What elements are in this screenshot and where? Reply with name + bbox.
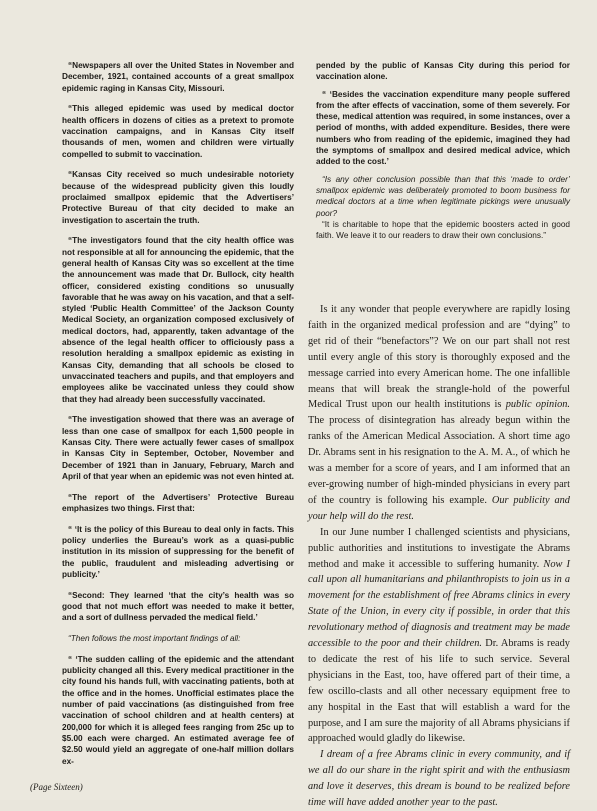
left-paragraph: “This alleged epidemic was used by medical doctor health officers in dozens of cities as a pretext to promote vaccination campaigns, and in Kansas City itself thousands of men, women and children were virtually compelled to submit to vaccination.: [62, 104, 294, 159]
body-emphasis: Now I call upon all humanitarians and philanthropists to join us in a movement for the establishment of free Abrams clinics in every State of the Union, in every city if possible, in order that this revolutionary method of diagnosis and treatment may be made accessible to the poor and their children.: [308, 558, 570, 650]
quote-paragraph: “ ‘Besides the vaccination expenditure many people suffered from the after effects of vaccination, some of them severely. For these, medical attention was required, in some instances, over a period of months, with added expenditure. Besides, there were numbers who from reading of the epidemic, imagined they had the symptoms of smallpox and desired medical advice, which added to the cost.’: [316, 89, 570, 167]
left-paragraph: “The investigators found that the city health office was not responsible at all for announcing the epidemic, that the general health of Kansas City was so excellent at the time the announcement was made that Dr. Bullock, city health officer, considered existing conditions so unusually favorable that he was away on his vacation, and that a self-styled ‘Public Health Committee’ of the Jackson County Medical Society, an organization composed exclusively of medical doctors, had, apparently, taken advantage of the absence of the legal health officer to officiously pass a resolution heralding a smallpox epidemic as existing in Kansas City, demanding that all schools be closed to unvaccinated teachers and pupils, and that employers and employees alike be vaccinated unless they could show that they had already been successfully vaccinated.: [62, 236, 294, 404]
quote-paragraph: pended by the public of Kansas City during this period for vaccination alone.: [316, 61, 570, 82]
body-emphasis: public opinion.: [505, 399, 571, 411]
quote-paragraph: “It is charitable to hope that the epidemic boosters acted in good faith. We leave it to our readers to draw their own conclusions.”: [316, 219, 570, 241]
left-paragraph: “Then follows the most important findings of all:: [68, 634, 241, 644]
left-column-quote: [62, 60, 294, 776]
left-paragraph: “The report of the Advertisers’ Protective Bureau emphasizes two things. First that:: [62, 492, 294, 513]
body-text: The process of disintegration has already begun within the ranks of the American Medical Association. A short time ago Dr. Abrams sent in his resignation to the A. M. A., of which he was a member for a score of years, and I am informed that an ever-growing number of high-minded physicians in every part of the country is following his example.: [308, 415, 570, 506]
quote-paragraph: “Is any other conclusion possible than that this ‘made to order’ smallpox epidemic was deliberately promoted to boom business for medical doctors at a time when legitimate pickings were unusually poor?: [316, 174, 570, 218]
left-paragraph: “ ‘It is the policy of this Bureau to deal only in facts. This policy underlies the Bureau’s work as a quasi-public institution in its mission of suppressing for the benefit of the public, fraudulent and misleading advertising or publicity.’: [62, 524, 294, 579]
body-paragraph: [308, 302, 570, 525]
left-paragraph: “Kansas City received so much undesirable notoriety because of the widespread publicity given this loudly proclaimed smallpox epidemic that the Advertisers’ Protective Bureau of that city decided to make an investigation to ascertain the truth.: [62, 170, 294, 225]
body-emphasis: I dream of a free Abrams clinic in every community, and if we all do our share in the right spirit and with the enthusiasm and love it deserves, this dream is bound to be realized before time will have added another year to the past.: [308, 749, 570, 809]
body-emphasis: Our publicity and your help will do the rest.: [308, 494, 570, 522]
left-paragraph: “ ‘The sudden calling of the epidemic and the attendant publicity changed all this. Every medical practitioner in the city found his hands full, with vaccinating patients, both at the office and in the homes. Unofficial estimates place the number of paid vaccinations (as distinguished from free vaccination of school children and at health centers) at 200,000 for which it is alleged fees ranging from 25c up to $5.00 each were charged. An estimated average fee of $2.50 would yield an aggregate of one-half million dollars ex-: [62, 654, 294, 766]
body-text: Is it any wonder that people everywhere are rapidly losing faith in the organized medical profession and are “dying” to get rid of their “benefactors”? We on our part shall not rest until every angle of this story is thoroughly exposed and the message carried into every American home. The one infallible means that will break the strangle-hold of the powerful Medical Trust upon our health institutions is: [308, 304, 570, 411]
body-text: Dr. Abrams is ready to dedicate the rest of his life to such service. Several physicians in the East, too, have offered part of their time, a few oscillo-clasts and all other necessary equipment free to any hospital in the East that will establish a ward for the purpose, and I am sure the majority of all Abrams physicians if approached would gladly do likewise.: [308, 638, 570, 745]
right-column-quote: [316, 60, 570, 241]
left-paragraph: “The investigation showed that there was an average of less than one case of smallpox for each 1,500 people in Kansas City. There were actually fewer cases of smallpox in Kansas City in September, October, November and December of 1921 than in January, February, March and April of that year when an epidemic was not even hinted at.: [62, 415, 294, 481]
page-number: (Page Sixteen): [30, 782, 83, 792]
body-text: In our June number I challenged scientists and physicians, public authorities and institutions to investigate the Abrams method and make it accessible to suffering humanity.: [308, 526, 570, 570]
body-paragraph: [308, 747, 570, 811]
body-paragraph: [308, 525, 570, 748]
left-paragraph: “Second: They learned ‘that the city’s health was so good that not much effort was needed to make it better, and a sort of dullness pervaded the medical field.’: [62, 590, 294, 623]
right-column-body: [308, 302, 570, 811]
left-paragraph: “Newspapers all over the United States in November and December, 1921, contained accounts of a great smallpox epidemic raging in Kansas City, Missouri.: [62, 61, 294, 93]
